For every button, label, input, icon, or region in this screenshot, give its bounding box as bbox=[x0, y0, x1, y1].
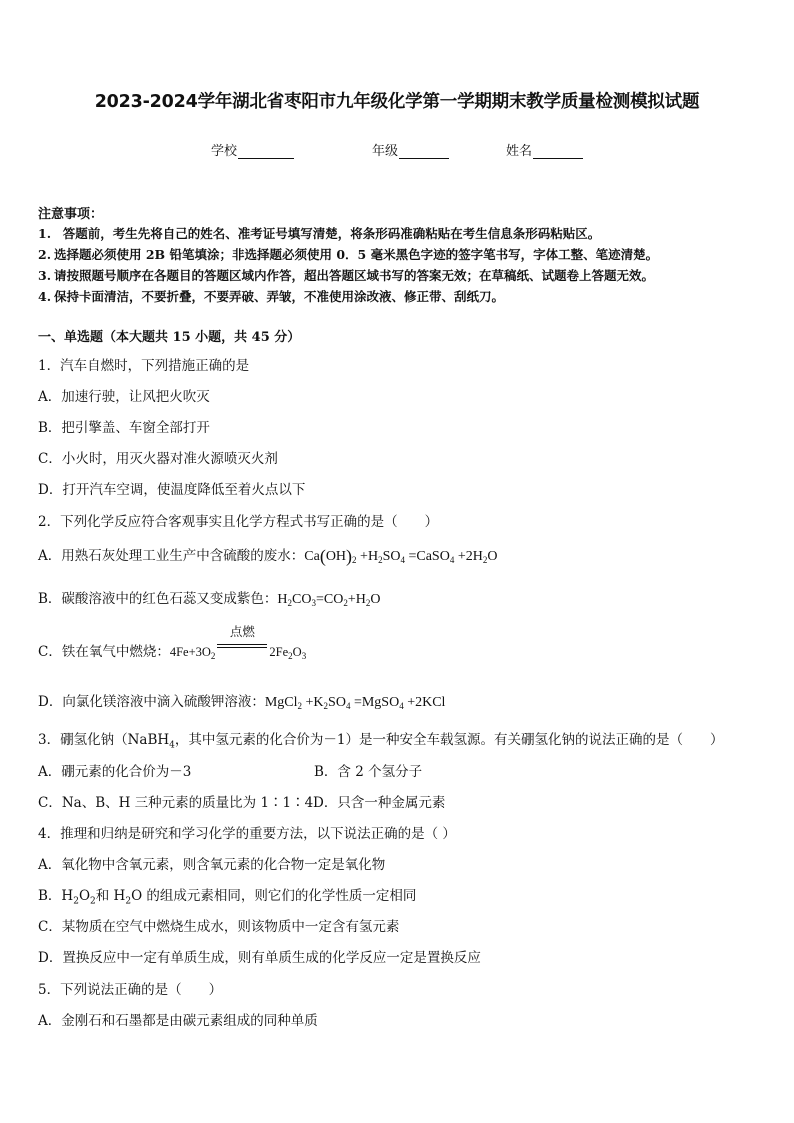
question-1-option-c[interactable]: C．小火时，用灭火器对准火源喷灭火剂 bbox=[38, 451, 278, 467]
grade-blank[interactable] bbox=[399, 144, 449, 159]
question-4-stem: 4．推理和归纳是研究和学习化学的重要方法，以下说法正确的是（ ） bbox=[38, 826, 456, 842]
page-title: 2023-2024学年湖北省枣阳市九年级化学第一学期期末教学质量检测模拟试题 bbox=[94, 92, 700, 112]
question-2-option-c[interactable]: C．铁在氧气中燃烧：$4Fe+3O_2$ 点燃 $2Fe_2O_3$ bbox=[38, 625, 307, 661]
question-2-stem: 2．下列化学反应符合客观事实且化学方程式书写正确的是（ ） bbox=[38, 514, 439, 530]
equation-c: $4Fe+3O_2$ 点燃 $2Fe_2O_3$ bbox=[169, 625, 307, 661]
note-item: 1. 答题前，考生先将自己的姓名、准考证号填写清楚，将条形码准确粘贴在考生信息条形码粘贴区。 bbox=[38, 226, 601, 241]
name-label: 姓名 bbox=[506, 144, 533, 159]
name-blank[interactable] bbox=[533, 144, 583, 159]
question-1-option-d[interactable]: D．打开汽车空调，使温度降低至着火点以下 bbox=[38, 482, 306, 498]
question-2-option-a[interactable]: A．用熟石灰处理工业生产中含硫酸的废水：$Ca(OH)_2 +H_2SO_4$ =CaSO$_4$ $+2H_2O$ bbox=[38, 546, 498, 566]
question-1-stem: 1．汽车自燃时，下列措施正确的是 bbox=[38, 358, 250, 374]
question-1-option-b[interactable]: B．把引擎盖、车窗全部打开 bbox=[38, 420, 210, 436]
note-item: 3. 请按照题号顺序在各题目的答题区域内作答，超出答题区域书写的答案无效；在草稿纸、试题卷上答题无效。 bbox=[38, 268, 655, 283]
reaction-condition: 点燃 bbox=[217, 640, 267, 654]
note-item: 4. 保持卡面清洁，不要折叠，不要弄破、弄皱，不准使用涂改液、修正带、刮纸刀。 bbox=[38, 289, 505, 304]
name-field bbox=[506, 140, 583, 159]
question-3-option-b[interactable]: B．含 2 个氢分子 bbox=[314, 764, 423, 780]
question-2-option-b[interactable]: B．碳酸溶液中的红色石蕊又变成紫色：$H_2CO_3=CO_2+H_2O$ bbox=[38, 591, 381, 608]
notes-heading: 注意事项： bbox=[38, 207, 104, 222]
equation-d: MgCl$_2$ $+K_2SO_4$ =MgSO$_4$ +2KCl bbox=[264, 695, 446, 711]
note-item: 2. 选择题必须使用 2B 铅笔填涂；非选择题必须使用 0．5 毫米黑色字迹的签字笔书写，字体工整、笔迹清楚。 bbox=[38, 247, 659, 262]
question-1-option-a[interactable]: A．加速行驶，让风把火吹灭 bbox=[38, 389, 210, 405]
section-heading: 一、单选题（本大题共 15 小题，共 45 分） bbox=[38, 330, 301, 345]
question-3-option-a[interactable]: A．硼元素的化合价为－3 bbox=[38, 764, 192, 780]
question-4-option-a[interactable]: A．氧化物中含氧元素，则含氧元素的化合物一定是氧化物 bbox=[38, 857, 386, 873]
question-4-option-d[interactable]: D．置换反应中一定有单质生成，则有单质生成的化学反应一定是置换反应 bbox=[38, 950, 481, 966]
equation-b: $H_2CO_3=CO_2+H_2O$ bbox=[277, 592, 381, 608]
equation-a: $Ca(OH)_2 +H_2SO_4$ =CaSO$_4$ $+2H_2O$ bbox=[304, 546, 498, 566]
question-2-option-d[interactable]: D．向氯化镁溶液中滴入硫酸钾溶液：MgCl$_2$ $+K_2SO_4$ =MgSO$_4$ +2KCl bbox=[38, 694, 446, 711]
grade-field bbox=[372, 140, 449, 159]
question-3-option-c[interactable]: C．Na、B、H 三种元素的质量比为 1∶1∶4 bbox=[38, 795, 314, 811]
school-label: 学校 bbox=[211, 144, 238, 159]
school-blank[interactable] bbox=[238, 144, 294, 159]
question-4-option-b[interactable]: B．$H_2O_2$和 $H_2O$ 的组成元素相同，则它们的化学性质一定相同 bbox=[38, 888, 417, 907]
question-3-stem: 3．硼氢化钠（NaBH$_4$，其中氢元素的化合价为－1）是一种安全车载氢源。有关硼氢化钠的说法正确的是（ ） bbox=[38, 732, 724, 751]
school-field bbox=[211, 140, 294, 159]
question-5-option-a[interactable]: A．金刚石和石墨都是由碳元素组成的同种单质 bbox=[38, 1013, 318, 1029]
question-3-option-d[interactable]: D．只含一种金属元素 bbox=[313, 795, 446, 811]
grade-label: 年级 bbox=[372, 144, 399, 159]
question-5-stem: 5．下列说法正确的是（ ） bbox=[38, 982, 223, 998]
question-4-option-c[interactable]: C．某物质在空气中燃烧生成水，则该物质中一定含有氢元素 bbox=[38, 919, 400, 935]
